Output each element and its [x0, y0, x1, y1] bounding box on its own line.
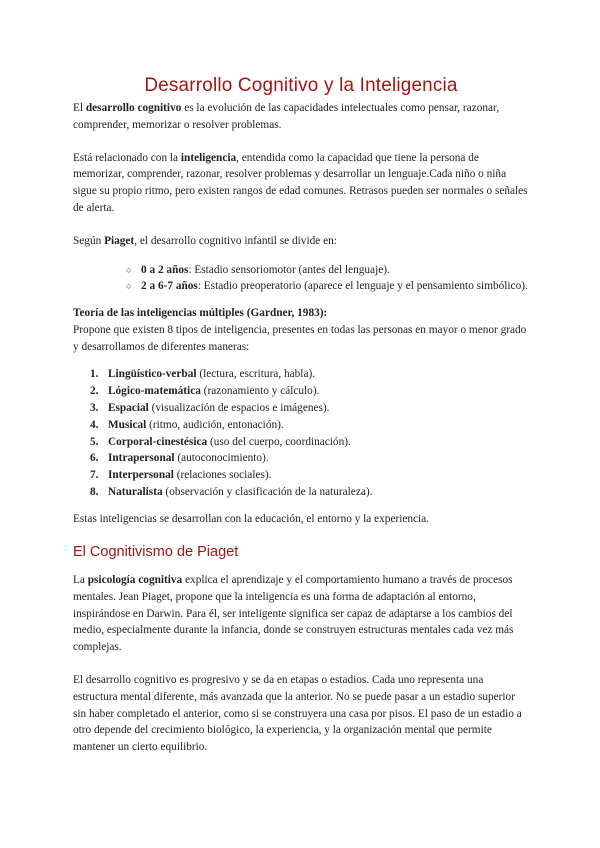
bold-term: Piaget — [104, 234, 135, 247]
list-item — [90, 400, 529, 417]
document-content — [73, 72, 529, 756]
text: Está relacionado con la — [73, 151, 181, 164]
list-item — [90, 366, 529, 383]
item-number: 5. — [90, 435, 99, 448]
list-item — [90, 484, 529, 501]
list-item — [126, 278, 529, 295]
text: explica el aprendizaje y el comportamiento humano a través de procesos mentales. Jean Piaget, propone que la inteligencia es una forma de adaptación al entorno, inspirándose en Darwin. Para él, ser inteligente significa ser capaz de adaptarse a los cambios del medio, especialmente durante la infancia, donde se construyen estructuras mentales cada vez más complejas. — [73, 574, 514, 654]
text: La — [73, 574, 88, 587]
intro-paragraph-1 — [73, 100, 529, 134]
item-name: Intrapersonal — [108, 452, 175, 465]
list-item — [126, 262, 529, 279]
item-desc: (ritmo, audición, entonación). — [146, 418, 284, 431]
item-name: Interpersonal — [108, 469, 174, 482]
section-heading: El Cognitivismo de Piaget — [73, 544, 239, 561]
list-item — [90, 417, 529, 434]
intelligences-list — [73, 366, 529, 502]
item-desc: (lectura, escritura, habla). — [196, 367, 316, 380]
item-number: 1. — [90, 367, 99, 380]
gardner-intro: Propone que existen 8 tipos de inteligencia, presentes en todas las personas en mayor o menor grado y desarrollamos de diferentes maneras: — [73, 323, 527, 353]
item-number: 7. — [90, 469, 99, 482]
item-number: 6. — [90, 452, 99, 465]
piaget-paragraph-1 — [73, 572, 529, 656]
item-name: Musical — [108, 418, 147, 431]
item-number: 3. — [90, 401, 99, 414]
gardner-heading — [73, 305, 529, 322]
gardner-closing: Estas inteligencias se desarrollan con la educación, el entorno y la experiencia. — [73, 513, 430, 526]
stage-label: 2 a 6-7 años — [141, 280, 198, 293]
item-name: Naturalista — [108, 486, 163, 499]
text: , entendida como la capacidad que tiene la persona de memorizar, comprender, razonar, resolver problemas y desarrollar un lenguaje.Cada niño o niña sigue su propio ritmo, pero existen rangos de edad comunes. Retrasos pueden ser normales o señales de alerta. — [73, 151, 528, 214]
item-desc: (relaciones sociales). — [173, 469, 272, 482]
text: , el desarrollo cognitivo infantil se divide en: — [134, 234, 337, 247]
item-desc: (uso del cuerpo, coordinación). — [207, 435, 351, 448]
item-desc: (autoconocimiento). — [174, 452, 269, 465]
item-desc: (observación y clasificación de la naturaleza). — [162, 486, 373, 499]
stage-text: : Estadio preoperatorio (aparece el lenguaje y el pensamiento simbólico). — [197, 280, 528, 293]
bold-term: inteligencia — [180, 151, 237, 164]
stages-list — [73, 262, 529, 296]
bullet-icon: ○ — [126, 281, 132, 292]
list-item — [90, 383, 529, 400]
intro-paragraph-3 — [73, 233, 529, 250]
item-number: 2. — [90, 384, 99, 397]
item-name: Lingüístico-verbal — [108, 367, 197, 380]
list-item — [90, 450, 529, 467]
bullet-icon: ○ — [126, 264, 132, 275]
bold-term: desarrollo cognitivo — [85, 102, 182, 114]
list-item — [90, 467, 529, 484]
list-item — [90, 434, 529, 451]
page-title: Desarrollo Cognitivo y la Inteligencia — [144, 74, 458, 96]
stage-text: : Estadio sensoriomotor (antes del lenguaje). — [188, 263, 390, 276]
bold-term: psicología cognitiva — [87, 574, 183, 587]
text: El — [73, 102, 86, 114]
item-desc: (razonamiento y cálculo). — [200, 384, 320, 397]
item-name: Corporal-cinestésica — [108, 435, 208, 448]
text: Según — [73, 234, 105, 247]
item-desc: (visualización de espacios e imágenes). — [148, 401, 330, 414]
item-number: 8. — [90, 486, 99, 499]
item-number: 4. — [90, 418, 99, 431]
piaget-paragraph-2: El desarrollo cognitivo es progresivo y se da en etapas o estadios. Cada uno representa una estructura mental diferente, más avanzada que la anterior. No se puede pasar a un estadio superior sin haber completado el anterior, como si se construyera una casa por pisos. El paso de un estadio a otro depende del crecimiento biológico, la experiencia, y la organización mental que permite mantener un cierto equilibrio. — [73, 674, 522, 754]
stage-label: 0 a 2 años — [141, 263, 189, 276]
item-name: Espacial — [108, 401, 149, 414]
item-name: Lógico-matemática — [108, 384, 201, 397]
intro-paragraph-2 — [73, 150, 529, 217]
text: es la evolución de las capacidades intelectuales como pensar, razonar, comprender, memorizar o resolver problemas. — [73, 102, 500, 131]
gardner-heading-text: Teoría de las inteligencias múltiples (Gardner, 1983): — [73, 307, 328, 320]
